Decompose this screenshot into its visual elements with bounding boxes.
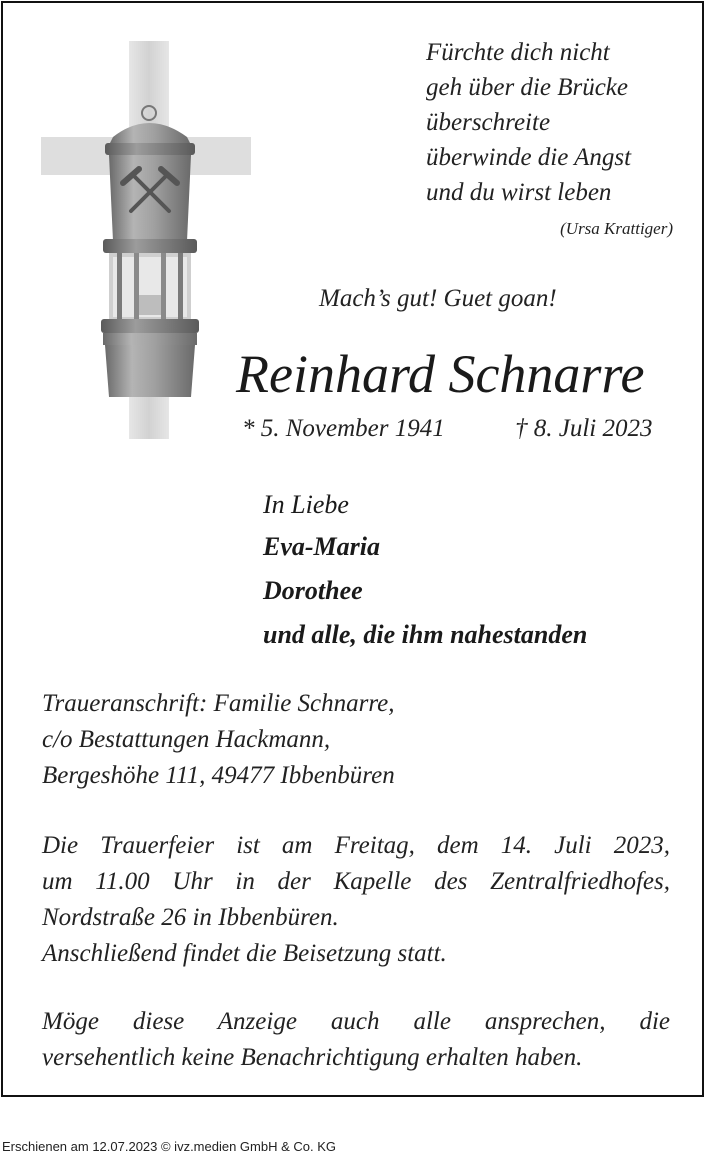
mourners-intro: In Liebe [263,490,349,519]
deceased-name: Reinhard Schnarre [236,344,645,404]
poem-author: (Ursa Krattiger) [560,219,673,238]
birth-date: * 5. November 1941 [242,415,445,442]
ceremony-line: um 11.00 Uhr in der Kapelle des Zentralfriedhofes, [42,868,670,895]
poem-line: überschreite [426,109,551,136]
address-line: Traueranschrift: Familie Schnarre, [42,690,395,717]
mourning-address [42,686,395,794]
closing-note [42,1004,670,1076]
ceremony-line: Die Trauerfeier ist am Freitag, dem 14. Juli 2023, [42,832,670,859]
farewell-phrase: Mach’s gut! Guet goan! [319,285,557,312]
publication-footer: Erschienen am 12.07.2023 © ivz.medien GmbH & Co. KG [2,1139,337,1154]
cross-and-miners-lamp-illustration [39,41,255,443]
address-line: c/o Bestattungen Hackmann, [42,726,331,753]
mourner-name: Eva-Maria [263,532,380,561]
poem-line: geh über die Brücke [426,74,629,101]
miners-lamp-icon [101,106,199,397]
poem-line: und du wirst leben [426,179,612,206]
mourners-block [263,485,587,657]
funeral-ceremony-notice [42,828,670,972]
poem [426,35,676,210]
death-date: † 8. Juli 2023 [515,415,653,442]
closing-line: Möge diese Anzeige auch alle ansprechen, die [42,1008,670,1035]
mourner-name: und alle, die ihm nahestanden [263,620,588,649]
address-line: Bergeshöhe 111, 49477 Ibbenbüren [42,762,395,789]
obituary-card [1,1,704,1097]
poem-line: überwinde die Angst [426,144,632,171]
mourner-name: Dorothee [263,576,363,605]
ceremony-line: Nordstraße 26 in Ibbenbüren. [42,904,339,931]
closing-line: versehentlich keine Benachrichtigung erhalten haben. [42,1044,583,1071]
poem-line: Fürchte dich nicht [426,39,610,66]
ceremony-line: Anschließend findet die Beisetzung statt. [42,940,447,967]
